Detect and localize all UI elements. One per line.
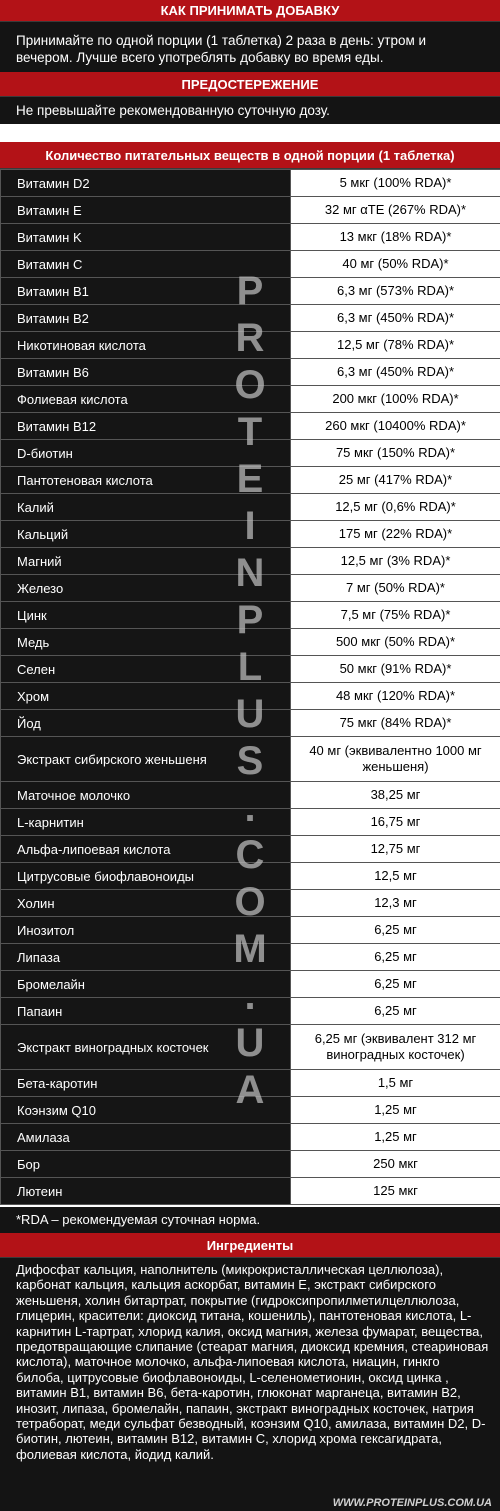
table-row [1, 1151, 500, 1178]
nutrient-value: 25 мг (417% RDA)* [291, 467, 500, 494]
watermark-letter: T [237, 410, 263, 454]
nutrient-value: 40 мг (эквивалентно 1000 мг женьшеня) [291, 737, 500, 782]
nutrient-value: 250 мкг [291, 1151, 500, 1178]
nutrient-name: Бор [1, 1151, 291, 1178]
nutrient-value: 1,25 мг [291, 1124, 500, 1151]
nutrient-value: 1,5 мг [291, 1070, 500, 1097]
usage-title: КАК ПРИНИМАТЬ ДОБАВКУ [0, 0, 500, 22]
table-row [1, 890, 500, 917]
usage-text: Принимайте по одной порции (1 таблетка) 2 раза в день: утром и вечером. Лучше всего употреблять добавку во время еды. [0, 22, 500, 72]
table-row [1, 359, 500, 386]
nutrient-value: 1,25 мг [291, 1097, 500, 1124]
nutrition-title: Количество питательных веществ в одной порции (1 таблетка) [0, 142, 500, 169]
table-row [1, 683, 500, 710]
table-row [1, 386, 500, 413]
nutrient-value: 48 мкг (120% RDA)* [291, 683, 500, 710]
watermark-letter: R [235, 316, 265, 360]
nutrient-value: 12,5 мг (78% RDA)* [291, 332, 500, 359]
nutrient-name: Калий [1, 494, 291, 521]
table-row [1, 1097, 500, 1124]
table-row [1, 998, 500, 1025]
table-row [1, 413, 500, 440]
table-row [1, 467, 500, 494]
table-row [1, 251, 500, 278]
table-row [1, 971, 500, 998]
watermark-letter: P [236, 269, 264, 313]
nutrient-value: 16,75 мг [291, 809, 500, 836]
table-row [1, 170, 500, 197]
nutrient-name: Витамин B1 [1, 278, 291, 305]
table-row [1, 440, 500, 467]
nutrient-name: Витамин D2 [1, 170, 291, 197]
nutrient-value: 500 мкг (50% RDA)* [291, 629, 500, 656]
nutrient-value: 6,25 мг [291, 917, 500, 944]
watermark-letter: . [244, 974, 256, 1018]
nutrient-value: 12,75 мг [291, 836, 500, 863]
nutrient-value: 12,3 мг [291, 890, 500, 917]
nutrient-value: 125 мкг [291, 1178, 500, 1205]
nutrient-name: Магний [1, 548, 291, 575]
table-row [1, 494, 500, 521]
nutrient-value: 260 мкг (10400% RDA)* [291, 413, 500, 440]
nutrient-value: 200 мкг (100% RDA)* [291, 386, 500, 413]
table-row [1, 809, 500, 836]
watermark-letter: A [235, 1068, 265, 1112]
table-row [1, 305, 500, 332]
watermark-letter: O [234, 880, 266, 924]
table-row [1, 1025, 500, 1070]
nutrient-name: Медь [1, 629, 291, 656]
table-row [1, 1178, 500, 1205]
table-row [1, 917, 500, 944]
nutrient-value: 7,5 мг (75% RDA)* [291, 602, 500, 629]
nutrient-name: Папаин [1, 998, 291, 1025]
nutrient-name: Витамин B2 [1, 305, 291, 332]
nutrient-name: Липаза [1, 944, 291, 971]
nutrient-value: 6,3 мг (573% RDA)* [291, 278, 500, 305]
nutrient-name: Бета-каротин [1, 1070, 291, 1097]
nutrient-value: 50 мкг (91% RDA)* [291, 656, 500, 683]
nutrient-name: Железо [1, 575, 291, 602]
nutrient-value: 40 мг (50% RDA)* [291, 251, 500, 278]
nutrient-value: 75 мкг (84% RDA)* [291, 710, 500, 737]
table-row [1, 332, 500, 359]
table-row [1, 737, 500, 782]
warning-text: Не превышайте рекомендованную суточную дозу. [0, 97, 500, 124]
ingredients-text: Дифосфат кальция, наполнитель (микрокристаллическая целлюлоза), карбонат кальция, кальция аскорбат, витамин E, экстракт сибирского женьшеня, холин битартрат, покрытие (гидроксипропилметилцеллюлоза, глицерин, красители: диоксид титана, кошениль), пантотеновая кислота, L-карнитин L-тартрат, хлорид калия, оксид магния, железа фумарат, вещества, предотвращающие слипание (стеарат магния, диоксид кремния, стеариновая кислота), маточное молочко, альфа-липоевая кислота, ниацин, гинкго билоба, цитрусовые биофлавоноиды, L-селенометионин, оксид цинка , витамин B1, витамин B6, бета-каротин, глюконат марганеца, витамин B2, инозит, липаза, бромелайн, папаин, экстракт виноградных косточек, натрия тетраборат, меди сульфат безводный, коэнзим Q10, амилаза, витамин D2, D-биотин, лютеин, витамин B12, витамин C, хлорид хрома гексагидрата, фолиевая кислота, йодид калий. [0, 1258, 500, 1511]
nutrient-name: Никотиновая кислота [1, 332, 291, 359]
nutrient-value: 6,25 мг (эквивалент 312 мг виноградных косточек) [291, 1025, 500, 1070]
nutrient-name: D-биотин [1, 440, 291, 467]
table-row [1, 656, 500, 683]
nutrient-name: Экстракт сибирского женьшеня [1, 737, 291, 782]
nutrient-name: L-карнитин [1, 809, 291, 836]
nutrition-table [0, 169, 500, 1205]
nutrient-value: 7 мг (50% RDA)* [291, 575, 500, 602]
table-row [1, 521, 500, 548]
nutrient-value: 6,25 мг [291, 971, 500, 998]
nutrient-name: Цинк [1, 602, 291, 629]
nutrient-name: Витамин B12 [1, 413, 291, 440]
nutrient-name: Инозитол [1, 917, 291, 944]
nutrient-value: 38,25 мг [291, 782, 500, 809]
nutrient-value: 175 мг (22% RDA)* [291, 521, 500, 548]
nutrient-value: 6,3 мг (450% RDA)* [291, 359, 500, 386]
nutrition-table-section [0, 142, 500, 1205]
table-row [1, 197, 500, 224]
nutrient-name: Йод [1, 710, 291, 737]
nutrient-name: Лютеин [1, 1178, 291, 1205]
nutrient-name: Витамин E [1, 197, 291, 224]
table-row [1, 278, 500, 305]
table-row [1, 710, 500, 737]
watermark-letter: M [233, 927, 267, 971]
nutrient-name: Хром [1, 683, 291, 710]
watermark-letter: N [235, 551, 265, 595]
table-row [1, 863, 500, 890]
nutrient-value: 12,5 мг (3% RDA)* [291, 548, 500, 575]
nutrient-value: 12,5 мг [291, 863, 500, 890]
nutrient-name: Селен [1, 656, 291, 683]
nutrient-name: Кальций [1, 521, 291, 548]
nutrient-name: Пантотеновая кислота [1, 467, 291, 494]
nutrient-name: Альфа-липоевая кислота [1, 836, 291, 863]
watermark-letter: U [235, 1021, 265, 1065]
watermark-letter: C [235, 833, 265, 877]
table-row [1, 575, 500, 602]
nutrient-name: Витамин C [1, 251, 291, 278]
watermark-letter: . [244, 786, 256, 830]
watermark-letter: L [237, 645, 263, 689]
nutrient-name: Маточное молочко [1, 782, 291, 809]
table-row [1, 782, 500, 809]
table-row [1, 944, 500, 971]
watermark-letter: I [244, 504, 256, 548]
watermark-letter: S [236, 739, 264, 783]
nutrient-value: 13 мкг (18% RDA)* [291, 224, 500, 251]
nutrient-name: Фолиевая кислота [1, 386, 291, 413]
table-row [1, 629, 500, 656]
table-row [1, 1070, 500, 1097]
table-row [1, 602, 500, 629]
watermark-letter: O [234, 363, 266, 407]
table-row [1, 1124, 500, 1151]
nutrient-name: Витамин B6 [1, 359, 291, 386]
nutrient-name: Витамин K [1, 224, 291, 251]
nutrient-value: 12,5 мг (0,6% RDA)* [291, 494, 500, 521]
nutrient-name: Цитрусовые биофлавоноиды [1, 863, 291, 890]
watermark-letter: E [236, 457, 264, 501]
nutrient-value: 5 мкг (100% RDA)* [291, 170, 500, 197]
nutrient-name: Экстракт виноградных косточек [1, 1025, 291, 1070]
table-row [1, 836, 500, 863]
nutrient-value: 6,25 мг [291, 944, 500, 971]
ingredients-title: Ингредиенты [0, 1233, 500, 1258]
rda-note: *RDA – рекомендуемая суточная норма. [0, 1207, 500, 1233]
nutrient-value: 6,3 мг (450% RDA)* [291, 305, 500, 332]
nutrient-name: Амилаза [1, 1124, 291, 1151]
table-row [1, 548, 500, 575]
watermark-letter: P [236, 598, 264, 642]
warning-title: ПРЕДОСТЕРЕЖЕНИЕ [0, 72, 500, 97]
nutrient-name: Коэнзим Q10 [1, 1097, 291, 1124]
nutrient-value: 6,25 мг [291, 998, 500, 1025]
nutrient-value: 32 мг αTE (267% RDA)* [291, 197, 500, 224]
nutrient-name: Холин [1, 890, 291, 917]
table-row [1, 224, 500, 251]
nutrient-value: 75 мкг (150% RDA)* [291, 440, 500, 467]
nutrient-name: Бромелайн [1, 971, 291, 998]
site-watermark: WWW.PROTEINPLUS.COM.UA [332, 1497, 492, 1509]
watermark-letter: U [235, 692, 265, 736]
